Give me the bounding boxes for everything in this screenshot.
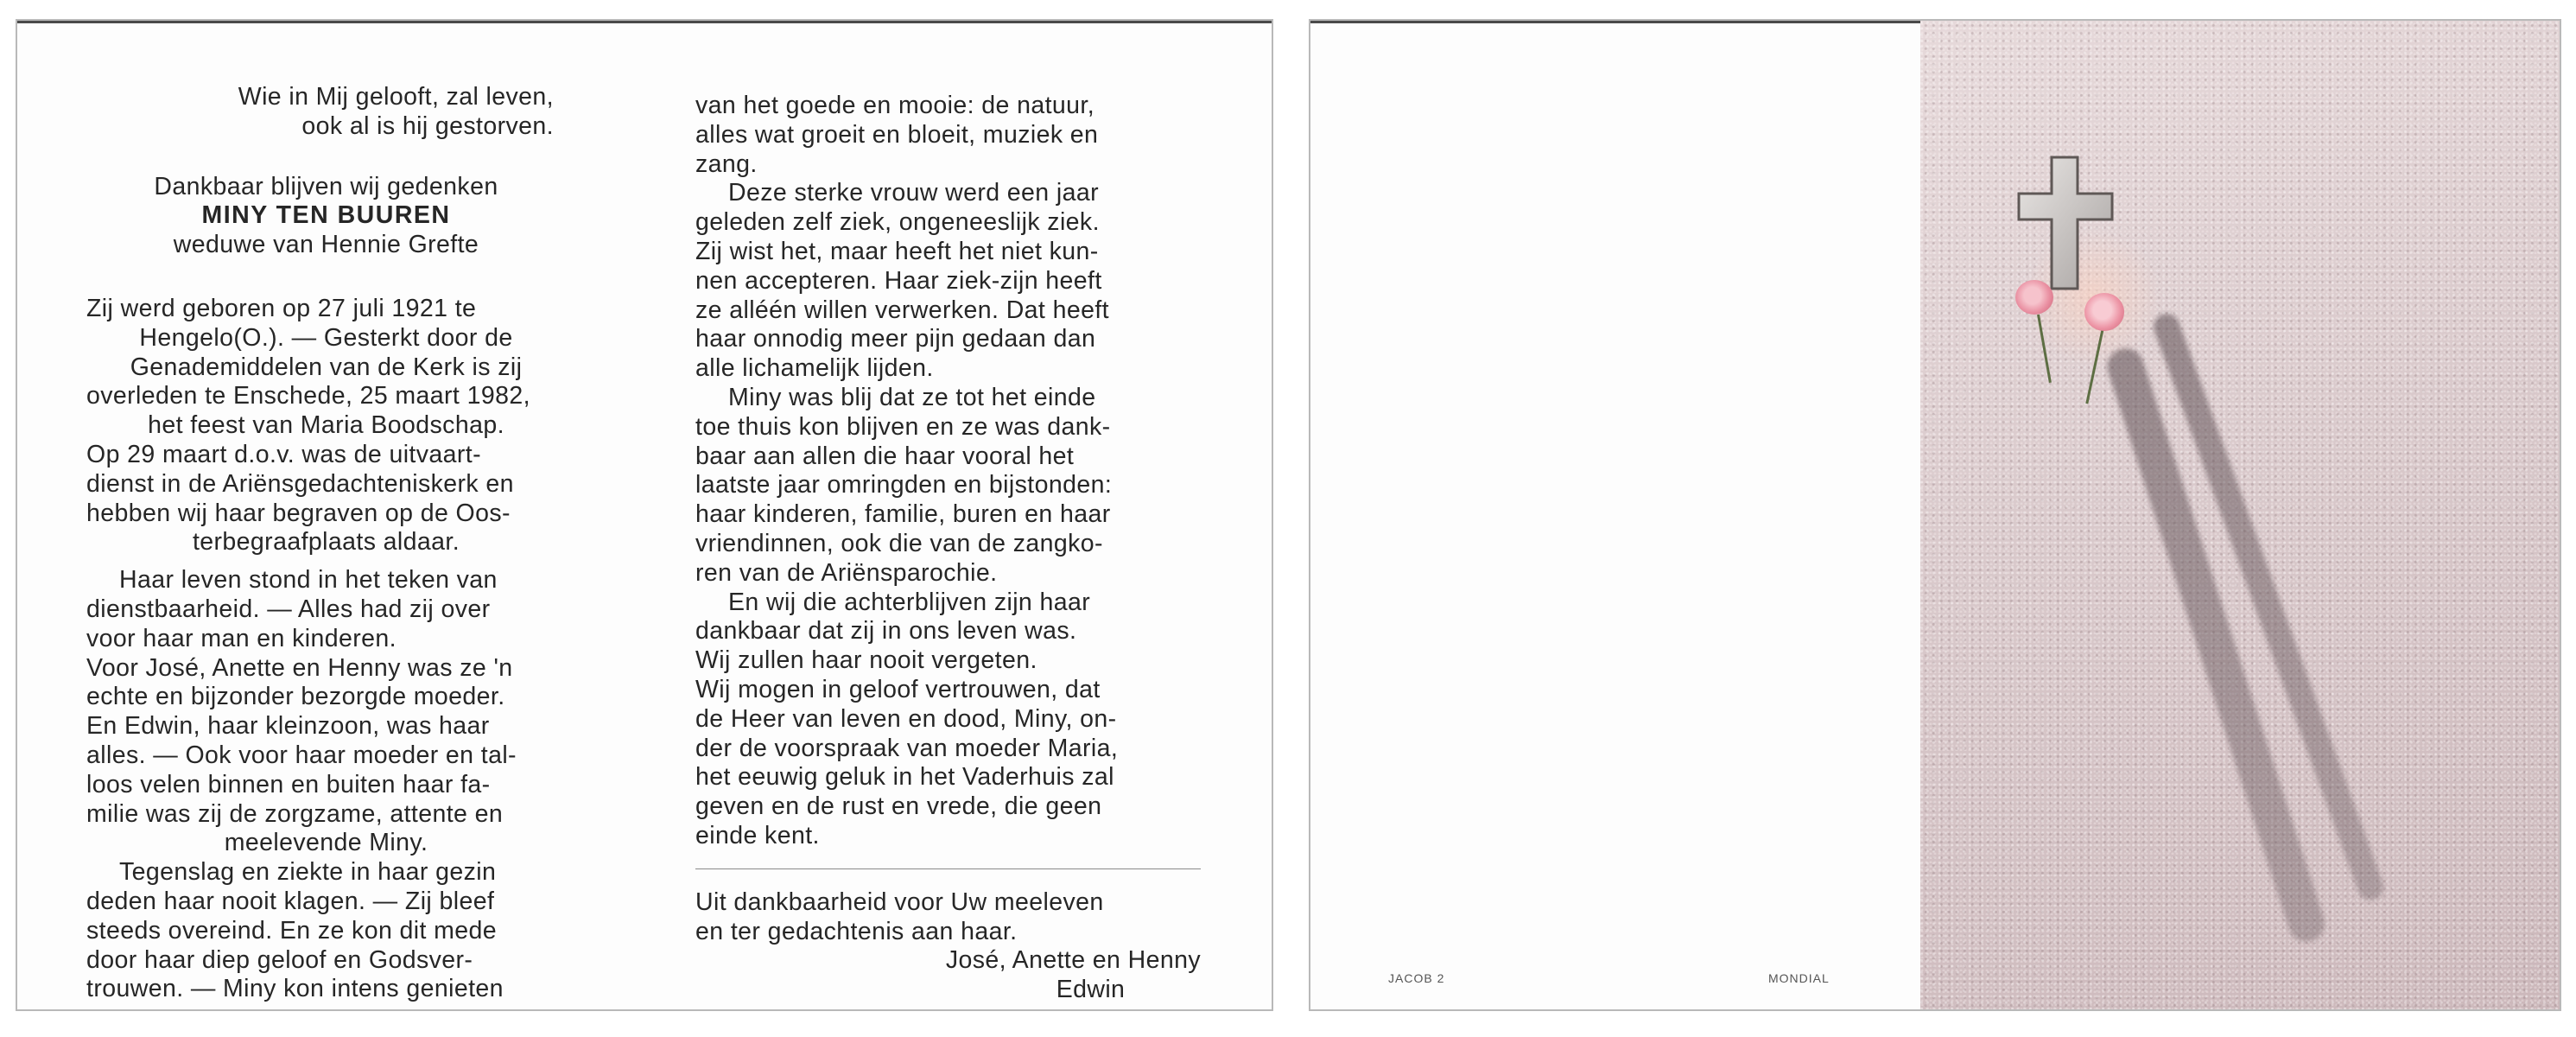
text-line: ren van de Ariënsparochie. xyxy=(695,558,998,587)
text-line: der de voorspraak van moeder Maria, xyxy=(695,734,1119,762)
epigraph-line-2: ook al is hij gestorven. xyxy=(301,111,554,140)
text-line: Wij zullen haar nooit vergeten. xyxy=(695,646,1037,675)
text-line: deden haar nooit klagen. — Zij bleef xyxy=(86,887,495,915)
text-line: Genademiddelen van de Kerk is zij xyxy=(130,353,523,381)
signature-line-1: José, Anette en Henny xyxy=(945,946,1201,975)
text-line: geven en de rust en vrede, die geen xyxy=(695,792,1102,821)
text-line: Hengelo(O.). — Gesterkt door de xyxy=(139,323,513,352)
text-line: echte en bijzonder bezorgde moeder. xyxy=(86,683,505,711)
text-line: Miny was blij dat ze tot het einde xyxy=(728,383,1096,411)
deceased-name: MINY TEN BUUREN xyxy=(201,201,451,230)
text-line: geleden zelf ziek, ongeneeslijk ziek. xyxy=(695,208,1100,237)
signature-line-2: Edwin xyxy=(1056,976,1126,1004)
text-line: zang. xyxy=(695,150,758,178)
text-line: Haar leven stond in het teken van xyxy=(119,566,498,595)
divider-line xyxy=(695,868,1201,869)
text-line: Op 29 maart d.o.v. was de uitvaart- xyxy=(86,440,482,468)
text-line: loos velen binnen en buiten haar fa- xyxy=(86,770,491,798)
text-line: baar aan allen die haar vooral het xyxy=(695,442,1075,470)
text-line: dienst in de Ariënsgedachteniskerk en xyxy=(86,469,514,498)
text-line: van het goede en mooie: de natuur, xyxy=(695,92,1095,119)
text-column-left xyxy=(86,83,566,1004)
text-line: toe thuis kon blijven en ze was dank- xyxy=(695,412,1111,441)
text-line: meelevende Miny. xyxy=(224,829,428,857)
thanks-line-2: en ter gedachtenis aan haar. xyxy=(695,917,1018,945)
text-line: alles wat groeit en bloeit, muziek en xyxy=(695,120,1099,149)
text-line: hebben wij haar begraven op de Oos- xyxy=(86,499,511,527)
text-line: haar onnodig meer pijn gedaan dan xyxy=(695,325,1096,353)
text-line: trouwen. — Miny kon intens genieten xyxy=(86,975,504,1003)
text-line: Voor José, Anette en Henny was ze 'n xyxy=(86,653,513,682)
rose-icon xyxy=(2084,293,2124,331)
text-line: de Heer van leven en dood, Miny, on- xyxy=(695,704,1117,733)
text-line: overleden te Enschede, 25 maart 1982, xyxy=(86,382,530,410)
text-line: haar kinderen, familie, buren en haar xyxy=(695,500,1111,529)
top-border xyxy=(17,21,1272,23)
text-line: dankbaar dat zij in ons leven was. xyxy=(695,617,1077,646)
text-line: vriendinnen, ook die van de zangko- xyxy=(695,529,1103,557)
text-line: Deze sterke vrouw werd een jaar xyxy=(728,179,1100,207)
text-line: terbegraafplaats aldaar. xyxy=(192,528,460,557)
text-line: het feest van Maria Boodschap. xyxy=(148,411,504,440)
text-line: voor haar man en kinderen. xyxy=(86,624,397,652)
epigraph-line-1: Wie in Mij gelooft, zal leven, xyxy=(238,83,554,111)
text-line: steeds overeind. En ze kon dit mede xyxy=(86,916,498,945)
text-line: door haar diep geloof en Godsver- xyxy=(86,945,473,974)
subtitle-widow: weduwe van Hennie Grefte xyxy=(173,231,479,259)
print-code-label: JACOB 2 xyxy=(1388,971,1445,985)
intro-line: Dankbaar blijven wij gedenken xyxy=(154,172,498,200)
text-line: einde kent. xyxy=(695,821,820,849)
cross-icon xyxy=(2015,150,2119,297)
text-line: Tegenslag en ziekte in haar gezin xyxy=(119,858,497,887)
text-line: Zij wist het, maar heeft het niet kun- xyxy=(695,237,1099,265)
text-line: ze alléén willen verwerken. Dat heeft xyxy=(695,296,1109,324)
text-line: En wij die achterblijven zijn haar xyxy=(728,588,1091,616)
memorial-card-cover xyxy=(1309,19,2561,1011)
text-line: alles. — Ook voor haar moeder en tal- xyxy=(86,741,517,769)
text-line: laatste jaar omringden en bijstonden: xyxy=(695,471,1113,499)
memorial-card-inside xyxy=(16,19,1273,1011)
text-line: milie was zij de zorgzame, attente en xyxy=(86,799,504,828)
text-line: alle lichamelijk lijden. xyxy=(695,354,934,383)
cross-photo xyxy=(1920,21,2561,1011)
text-line: dienstbaarheid. — Alles had zij over xyxy=(86,595,491,623)
publisher-label: MONDIAL xyxy=(1768,971,1830,985)
text-line: het eeuwig geluk in het Vaderhuis zal xyxy=(695,763,1114,792)
text-line: Zij werd geboren op 27 juli 1921 te xyxy=(86,294,477,322)
text-line: En Edwin, haar kleinzoon, was haar xyxy=(86,712,490,741)
rose-icon xyxy=(2015,280,2053,315)
text-line: Wij mogen in geloof vertrouwen, dat xyxy=(695,675,1101,703)
text-column-right xyxy=(695,92,1201,1005)
text-line: nen accepteren. Haar ziek-zijn heeft xyxy=(695,266,1102,295)
thanks-line-1: Uit dankbaarheid voor Uw meeleven xyxy=(695,887,1104,916)
